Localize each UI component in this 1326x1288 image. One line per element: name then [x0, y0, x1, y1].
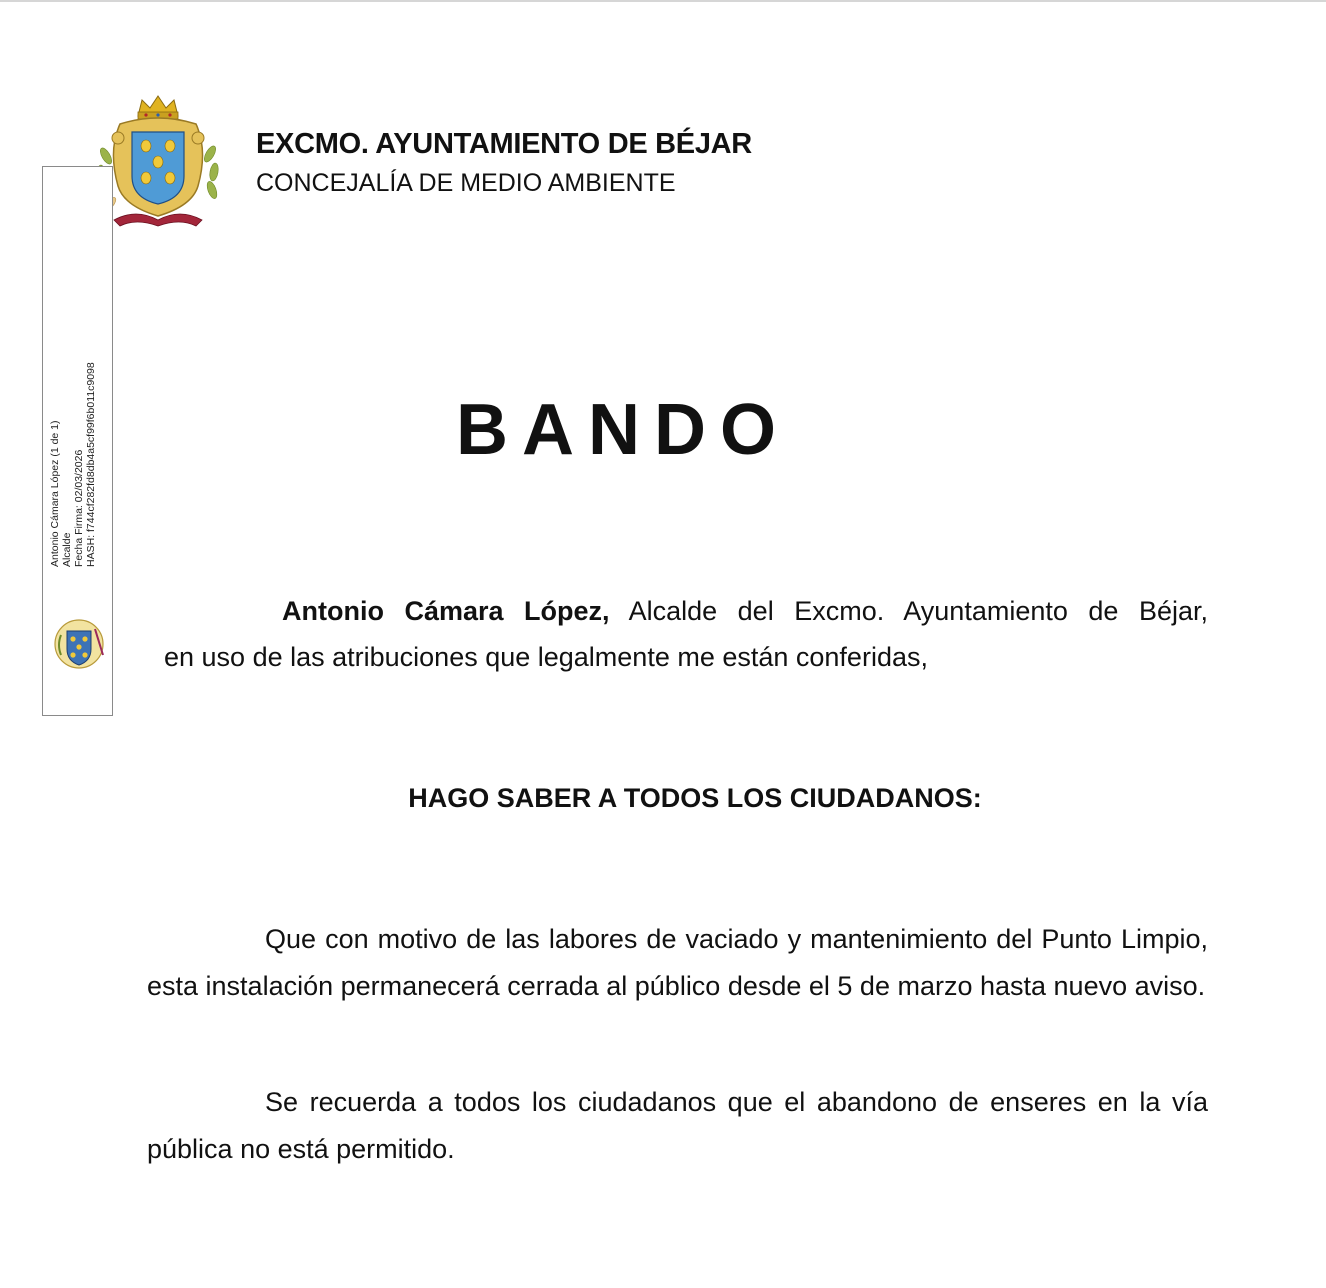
intro-block — [164, 588, 1208, 680]
seal-icon — [51, 615, 107, 673]
organization-name: EXCMO. AYUNTAMIENTO DE BÉJAR — [256, 128, 752, 160]
body-paragraph: Se recuerda a todos los ciudadanos que el abandono de enseres en la vía pública no está permitido. — [147, 1087, 1208, 1164]
signature-date: Fecha Firma: 02/03/2026 — [73, 449, 85, 567]
signature-details — [49, 327, 97, 567]
body-paragraph: Que con motivo de las labores de vaciado y mantenimiento del Punto Limpio, esta instalación permanecerá cerrada al público desde el 5 de marzo hasta nuevo aviso. — [147, 924, 1208, 1001]
coat-of-arms-icon — [96, 94, 220, 230]
page-top-border — [0, 0, 1326, 2]
intro-line-1-rest: Alcalde del Excmo. Ayuntamiento de Béjar, — [628, 596, 1208, 626]
intro-line-1 — [164, 588, 1208, 634]
organization-header — [256, 126, 752, 200]
signature-signer: Antonio Cámara López (1 de 1) — [49, 420, 61, 567]
department-name: CONCEJALÍA DE MEDIO AMBIENTE — [256, 169, 676, 197]
document-title: BANDO — [456, 390, 790, 470]
signature-hash: HASH: f744cf282fd8db4a5cf99f6b011c9098 — [85, 362, 97, 567]
intro-line-2: en uso de las atribuciones que legalmente me están conferidas, — [164, 642, 928, 672]
notice-heading: HAGO SABER A TODOS LOS CIUDADANOS: — [408, 783, 982, 813]
digital-signature-stamp — [42, 166, 113, 716]
signature-role: Alcalde — [61, 532, 73, 567]
mayor-name: Antonio Cámara López, — [282, 596, 610, 626]
